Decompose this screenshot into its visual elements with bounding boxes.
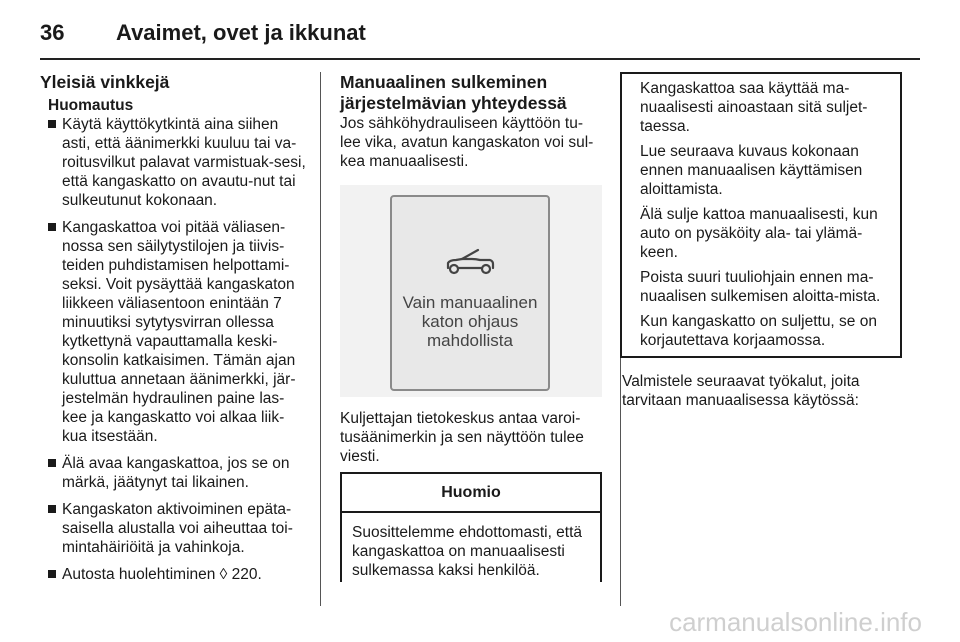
page-number: 36 (40, 20, 65, 45)
caution-box (340, 472, 602, 582)
bullet-square-icon (48, 120, 56, 128)
display-line-3: mahdollista (427, 331, 513, 350)
list-item (48, 454, 308, 492)
display-message (392, 293, 548, 350)
section-heading-manual-closing: Manuaalinen sulkeminen järjestelmävian yhteydessä (340, 72, 567, 113)
display-screen (390, 195, 550, 391)
section-heading-general-tips: Yleisiä vinkkejä (40, 72, 170, 92)
column-manual-closing (340, 72, 602, 466)
page-header (40, 14, 920, 54)
list-item (48, 115, 308, 210)
display-line-1: Vain manuaalinen (402, 293, 538, 312)
bullet-square-icon (48, 570, 56, 578)
list-item (48, 565, 308, 584)
display-line-2: katon ohjaus (421, 312, 519, 331)
page-title: Avaimet, ovet ja ikkunat (116, 20, 366, 45)
continued-note-box (620, 72, 902, 358)
intro-paragraph: Jos sähköhydrauliseen käyttöön tu-lee vika, avatun kangaskaton voi sul-kea manuaalisesti. (340, 115, 594, 170)
list-item-text: Autosta huolehtiminen ◊ 220. (62, 566, 262, 583)
list-item-text: Kangaskaton aktivoiminen epäta-saisella alustalla voi aiheuttaa toi-mintahäiriöitä ja vahinkoja. (62, 501, 293, 556)
list-item (48, 500, 308, 557)
column-general-tips (40, 72, 308, 592)
list-item-text: Käytä käyttökytkintä aina siihen asti, että äänimerkki kuuluu tai va-roitusvilkut palavat varmistuak-sesi, että kangaskatto on avautu-nut tai sulkeutunut kokonaan. (62, 116, 306, 209)
note-paragraph: Kangaskattoa saa käyttää ma-nuaalisesti ainoastaan sitä suljet-taessa. (640, 80, 868, 135)
bullet-square-icon (48, 505, 56, 513)
note-paragraph: Poista suuri tuuliohjain ennen ma-nuaalisen sulkemisen aloitta-mista. (640, 269, 881, 305)
convertible-car-icon (442, 247, 498, 277)
column-divider (320, 72, 321, 606)
caution-title: Huomio (342, 474, 600, 513)
bullet-square-icon (48, 459, 56, 467)
caution-body: Suosittelemme ehdottomasti, että kangaskattoa on manuaalisesti sulkemassa kaksi henkilöä. (352, 524, 583, 579)
list-item-text: Kangaskattoa voi pitää väliasen-nossa sen säilytystilojen ja tiivis-teiden puhdistamisen helpottami-seksi. Voit pysäyttää kangaskaton liikkeen väliasentoon enintään 7 minuutiksi sytytysvirran ollessa kytkettynä vapauttamalla keski-konsolin katkaisimen. Tämän ajan kuluttua annetaan äänimerkki, jär-jestelmän hydraulinen paine las-kee ja kangaskatto voi alkaa liik-kua itsestään. (62, 219, 296, 445)
watermark: carmanualsonline.info (669, 607, 922, 637)
list-item (48, 218, 308, 446)
header-rule (40, 58, 920, 60)
note-paragraph: Lue seuraava kuvaus kokonaan ennen manuaalisen käyttämisen aloittamista. (640, 143, 863, 198)
note-label: Huomautus (48, 97, 134, 114)
bullet-square-icon (48, 223, 56, 231)
after-image-paragraph: Kuljettajan tietokeskus antaa varoi-tusäänimerkin ja sen näyttöön tulee viesti. (340, 410, 584, 465)
note-paragraph: Kun kangaskatto on suljettu, se on korjautettava korjaamossa. (640, 313, 877, 349)
list-item-text: Älä avaa kangaskattoa, jos se on märkä, jäätynyt tai likainen. (62, 455, 290, 491)
column-continued (622, 72, 902, 410)
tips-list (48, 115, 308, 584)
info-display-illustration (340, 185, 602, 397)
tools-paragraph: Valmistele seuraavat työkalut, joita tarvitaan manuaalisessa käytössä: (622, 373, 860, 409)
note-paragraph: Älä sulje kattoa manuaalisesti, kun auto on pysäköity ala- tai ylämä-keen. (640, 206, 878, 261)
